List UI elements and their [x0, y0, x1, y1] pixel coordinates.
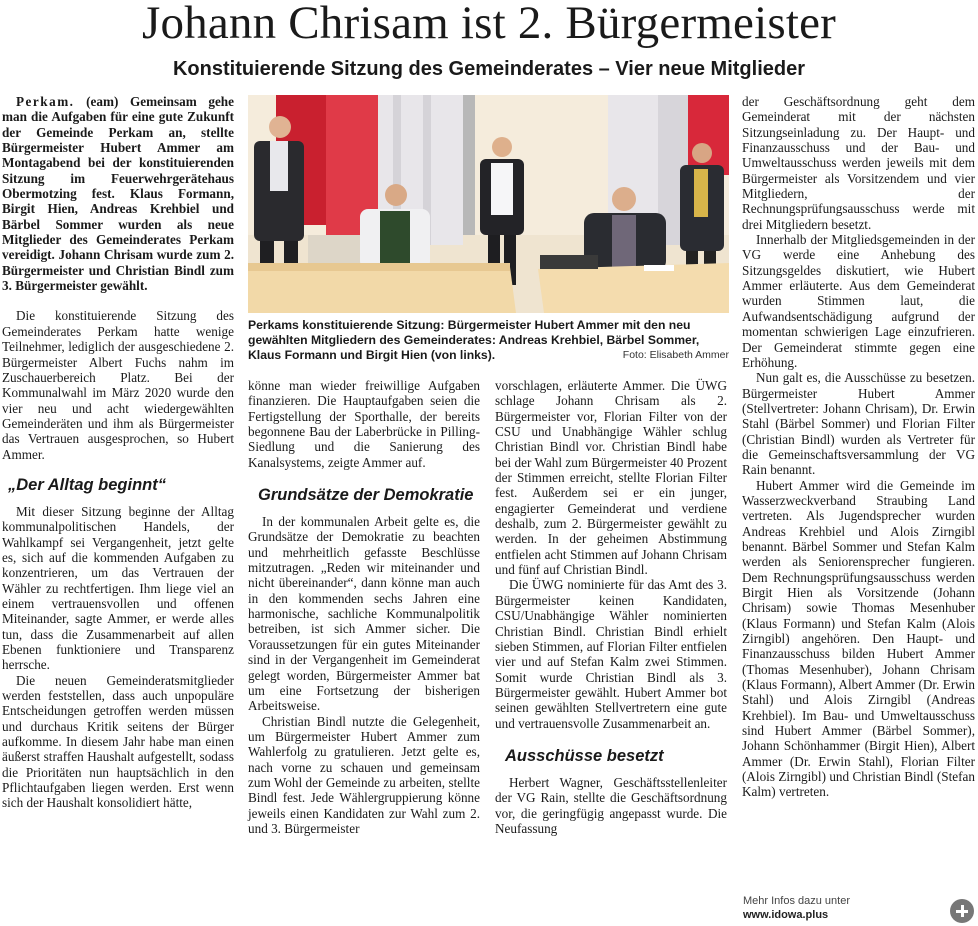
lead-paragraph — [2, 94, 234, 293]
paragraph-4: In der kommunalen Arbeit gelte es, die Grundsätze der Demokratie zu beachten und mehrheitlich gefasste Beschlüsse mitzutragen. „Reden wir miteinander und nicht übereinander“, dann könne man auch in den kommenden sechs Jahren eine harmonische, sachliche Kommunalpolitik betreiben, ist sich Ammer sicher. Die Voraussetzungen für ein gutes Miteinander sind in der Vergangenheit im Gemeinderat gelegt worden, Bürgermeister Ammer bat um eine Fortsetzung der bisherigen Arbeitsweise. — [248, 514, 480, 714]
dateline-city: Perkam. — [16, 94, 75, 109]
paragraph-2: Mit dieser Sitzung beginne der Alltag kommunalpolitischen Handels, der Wahlkampf sei Vergangenheit, jetzt gelte es, sich auf die kommenden Aufgaben zu konzentrieren, um das Vertrauen der Wähler zu rechtfertigen. Ihm liege viel an einem vertrauensvollen und offenen Miteinander, sagte Ammer, er werde alles tun, dass die Zusammenarbeit auf allen Ebenen funktioniere und Transparenz herrsche. — [2, 503, 234, 673]
paragraph-3b: könne man wieder freiwillige Aufgaben finanzieren. Die Hauptaufgaben seien die Fertigstellung der Sporthalle, der bereits begonnene Bau der Laberbrücke in Pilling-Siedlung und die Sanierung des Kanalsystems, zeigte Ammer auf. — [248, 378, 480, 470]
column-2 — [248, 378, 480, 836]
subheading-alltag: „Der Alltag beginnt“ — [8, 475, 166, 494]
plus-circle-icon[interactable] — [950, 899, 974, 923]
photo-credit: Foto: Elisabeth Ammer — [622, 349, 729, 361]
meeting-photo — [248, 95, 729, 313]
paragraph-9: Nun galt es, die Ausschüsse zu besetzen. Bürgermeister Hubert Ammer (Stellvertreter: Johann Chrisam), Dr. Erwin Stahl (Bärbel Sommer) und Florian Filter (Christian Bindl) wurden als Vertreter für die Gemeinschaftsversammlung der VG Rain benannt. — [742, 370, 975, 478]
paragraph-7b: der Geschäftsordnung geht dem Gemeinderat mit der nächsten Sitzungseinladung zu. Der Haupt- und Finanzausschuss und der Bau- und Umweltausschuss werden jeweils mit dem Bürgermeister als Vorsitzendem und vier Mitgliedern, der Rechnungsprüfungsausschuss werde mit drei Mitgliedern besetzt. — [742, 94, 975, 232]
paragraph-8: Innerhalb der Mitgliedsgemeinden in der VG werde eine Anhebung des Sitzungsgeldes diskutiert, wie Hubert Ammer erläuterte. Aus dem Gemeinderat wurden Stimmen laut, die Aufwandsentschädigung aufgrund der momentan schwierigen Lage einzufrieren. Der Gemeinderat stimmte gegen eine Erhöhung. — [742, 232, 975, 370]
column-4 — [742, 94, 975, 800]
lead-text: (eam) Gemeinsam gehe man die Aufgaben für eine gute Zukunft der Gemeinde Perkam an, stellte Bürgermeister Hubert Ammer am Montagabend bei der konstituierenden Sitzung im Feuerwehrgerätehaus Obermotzing fest. Klaus Formann, Birgit Hien, Andreas Krehbiel und Bärbel Sommer wurden als neue Mitglieder des Gemeinderates Perkam vereidigt. Johann Chrisam wurde zum 2. Bürgermeister und Christian Bindl zum 3. Bürgermeister gewählt. — [2, 94, 234, 294]
paragraph-7a: Herbert Wagner, Geschäftsstellenleiter der VG Rain, stellte die Geschäftsordnung vor, die geringfügig angepasst wurde. Die Neufassung — [495, 774, 727, 836]
subheadline: Konstituierende Sitzung des Gemeinderates – Vier neue Mitglieder — [172, 58, 805, 80]
paragraph-5a: Christian Bindl nutzte die Gelegenheit, um Bürgermeister Hubert Ammer zum Wahlerfolg zu gratulieren. Jetzt gelte es, nach vorne zu schauen und gemeinsam zum Wohl der Gemeinde zu arbeiten, stellte Bindl fest. Jede Wählergruppierung könne jeweils einen Kandidaten zur Wahl zum 2. und 3. Bürgermeister — [248, 713, 480, 836]
paragraph-6: Die ÜWG nominierte für das Amt des 3. Bürgermeister keinen Kandidaten, CSU/Unabhängige Wähler nominierten Christian Bindl. Christian Bindl erhielt sieben Stimmen, auf Florian Filter entfielen vier und auf Stefan Kalm zwei Stimmen. Somit wurde Christian Bindl als 3. Bürgermeister gewählt. Hubert Ammer bot seinen gewählten Stellvertretern eine gute und vertrauensvolle Zusammenarbeit an. — [495, 577, 727, 731]
subheading-demokratie: Grundsätze der Demokratie — [258, 486, 474, 505]
paragraph-3a: Die neuen Gemeinderatsmitglieder werden feststellen, dass auch unpopuläre Entscheidungen getroffen werden müssen und durchaus Kritik seitens der Bürger aufkomme. In diesem Jahr habe man einen äußerst straffen Haushalt aufgestellt, sodass die Prioritäten nun hauptsächlich in den Pflichtaufgaben liegen werden. Erst wenn sich der Haushalt konsolidiert hätte, — [2, 672, 234, 811]
subheading-ausschuesse: Ausschüsse besetzt — [505, 746, 664, 765]
paragraph-5b: vorschlagen, erläuterte Ammer. Die ÜWG schlage Johann Chrisam als 2. Bürgermeister vor, Florian Filter von der CSU und Unabhängige Wähler schlug Christian Bindl vor. Christian Bindl habe bei der Wahl zum Bürgermeister 40 Prozent der Stimmen erreicht, stellte Florian Filter fest. Außerdem sei er ein junger, engagierter Gemeinderat und verdiene deshalb, zum 2. Bürgermeister gewählt zu werden. In der geheimen Abstimmung entfielen acht Stimmen auf Johann Chrisam und fünf auf Christian Bindl. — [495, 378, 727, 578]
paragraph-10: Hubert Ammer wird die Gemeinde im Wasserzweckverband Straubing Land vertreten. Als Jugendsprecher wurden Andreas Krehbiel und Alois Zirngibl benannt. Bärbel Sommer und Stefan Kalm werden als Seniorensprecher fungieren. Dem Rechnungsprüfungsausschuss werden Birgit Hien als Vorsitzende (Johann Chrisam) sowie Thomas Mesenhuber (Klaus Formann) und Stefan Kalm (Alois Zirngibl) angehören. Den Haupt- und Finanzausschuss bilden Hubert Ammer (Thomas Mesenhuber), Johann Chrisam (Klaus Formann), Albert Ammer (Dr. Erwin Stahl) und Alois Zirngibl (Andreas Krehbiel). Im Bau- und Umweltausschuss sind Hubert Ammer (Bärbel Sommer), Johann Schönhammer (Birgit Hien), Albert Ammer (Dr. Erwin Stahl), Florian Filter (Alois Zirngibl) und Christian Bindl (Stefan Kalm) vertreten. — [742, 477, 975, 800]
more-info-text: Mehr Infos dazu unter — [743, 895, 851, 907]
more-info — [743, 894, 850, 922]
caption-text: Perkams konstituierende Sitzung: Bürgermeister Hubert Ammer mit den neu gewählten Mitgliedern des Gemeinderates: Andreas Krehbiel, Bärbel Sommer, Klaus Formann und Birgit Hien (von links). — [248, 318, 700, 362]
paragraph-1: Die konstituierende Sitzung des Gemeinderates Perkam hatte wenige Teilnehmer, lediglich der ausgeschiedene 2. Bürgermeister Albert Fuchs nahm im Zuschauerbereich Platz. Bei der Kommunalwahl im März 2020 wurde den vier neu und acht wiedergewählten Gemeinderäten und ihm als Bürgermeister das Vertrauen ausgesprochen, so Hubert Ammer. — [2, 308, 234, 462]
headline: Johann Chrisam ist 2. Bürgermeister — [141, 0, 837, 49]
column-3 — [495, 378, 727, 836]
column-1 — [2, 94, 234, 811]
photo-caption — [248, 318, 729, 363]
more-info-link[interactable]: www.idowa.plus — [743, 909, 829, 921]
